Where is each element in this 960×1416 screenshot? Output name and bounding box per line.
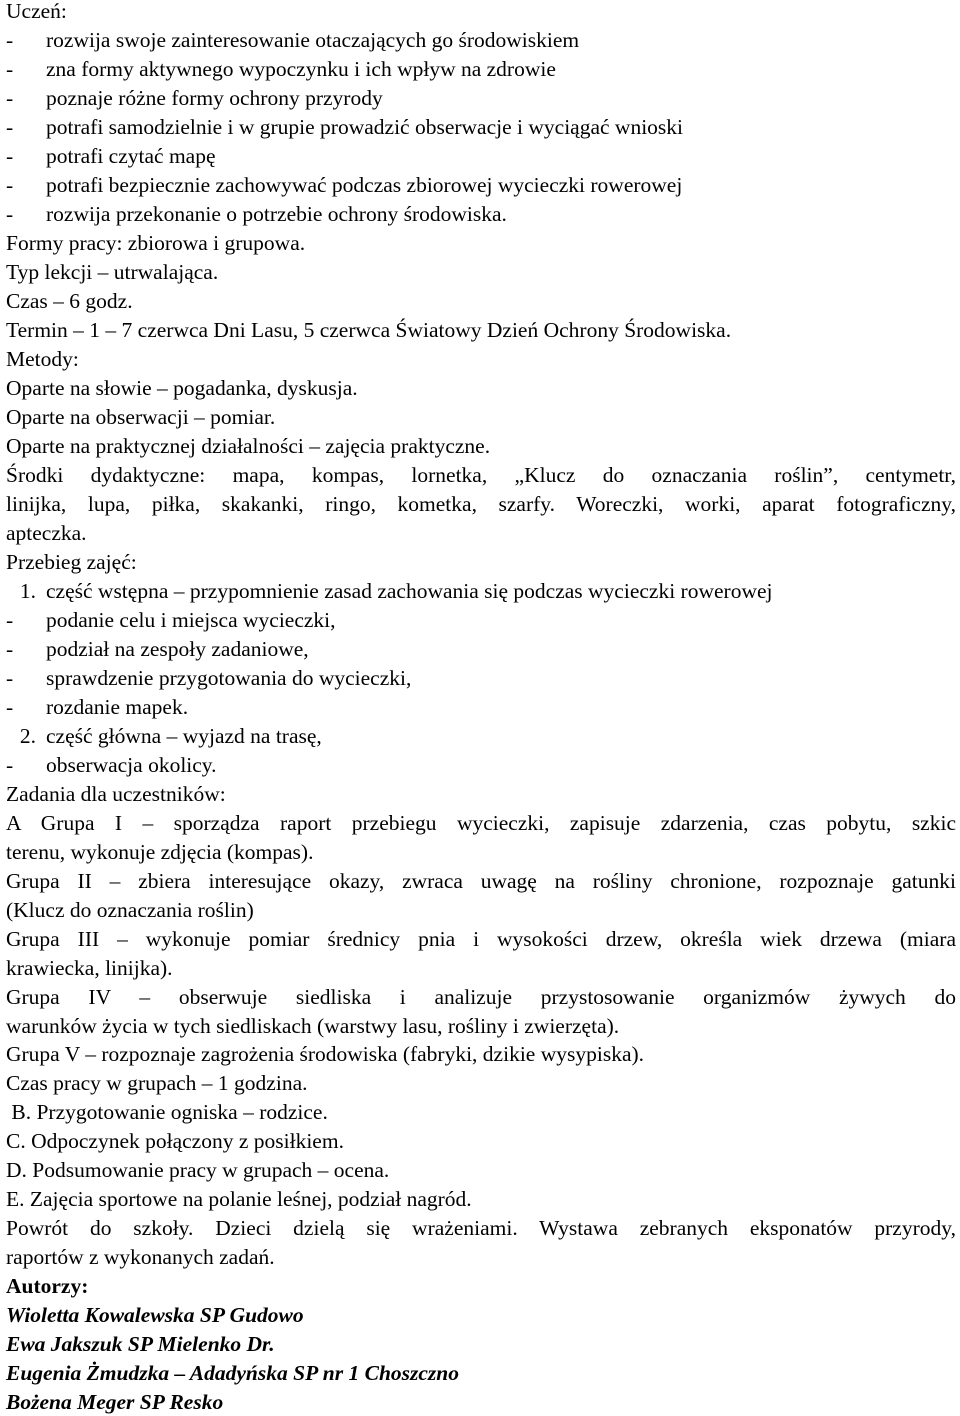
list-bullet: -	[6, 637, 14, 661]
list-bullet: -	[6, 202, 14, 226]
lesson-type: Typ lekcji – utrwalająca.	[6, 260, 219, 284]
group-task	[6, 925, 956, 983]
paragraph-line: apteczka.	[6, 520, 87, 545]
lesson-time: Czas – 6 godz.	[6, 289, 133, 313]
paragraph-line: raportów z wykonanych zadań.	[6, 1244, 275, 1269]
list-bullet: -	[6, 695, 14, 719]
list-item	[6, 171, 682, 199]
paragraph-line: Grupa IV – obserwuje siedliska i analizuje przystosowanie organizmów żywych do	[6, 985, 956, 1009]
part-one	[6, 577, 773, 605]
list-item-text: rozdanie mapek.	[46, 695, 189, 719]
list-item	[6, 664, 411, 692]
paragraph-line: (Klucz do oznaczania roślin)	[6, 897, 254, 922]
list-item-text: potrafi samodzielnie i w grupie prowadzić obserwacje i wyciągać wnioski	[46, 115, 684, 139]
authors-heading: Autorzy:	[6, 1274, 89, 1298]
list-item	[6, 113, 683, 141]
list-item	[6, 55, 556, 83]
part-number: 1.	[19, 579, 36, 603]
list-bullet: -	[6, 86, 14, 110]
author-item: Bożena Meger SP Resko	[6, 1390, 224, 1414]
list-item	[6, 200, 507, 228]
part-title: część wstępna – przypomnienie zasad zachowania się podczas wycieczki rowerowej	[46, 579, 773, 603]
method-item: Oparte na obserwacji – pomiar.	[6, 405, 276, 429]
list-bullet: -	[6, 115, 14, 139]
work-forms: Formy pracy: zbiorowa i grupowa.	[6, 231, 306, 255]
step-item: D. Podsumowanie pracy w grupach – ocena.	[6, 1158, 390, 1182]
list-bullet: -	[6, 753, 14, 777]
methods-heading: Metody:	[6, 347, 79, 371]
paragraph-line: Środki dydaktyczne: mapa, kompas, lornetka, „Klucz do oznaczania roślin”, centymetr,	[6, 463, 956, 487]
list-bullet: -	[6, 608, 14, 632]
list-item-text: potrafi bezpiecznie zachowywać podczas zbiorowej wycieczki rowerowej	[46, 173, 683, 197]
group-task	[6, 983, 956, 1041]
paragraph-line: linijka, lupa, piłka, skakanki, ringo, kometka, szarfy. Woreczki, worki, aparat fotograficzny,	[6, 491, 956, 516]
paragraph-line: warunków życia w tych siedliskach (warstwy lasu, rośliny i zwierzęta).	[6, 1013, 620, 1038]
part-title: część główna – wyjazd na trasę,	[46, 724, 322, 748]
group-task	[6, 809, 956, 867]
paragraph-line: A Grupa I – sporządza raport przebiegu wycieczki, zapisuje zdarzenia, czas pobytu, szkic	[6, 811, 956, 835]
list-bullet: -	[6, 28, 14, 52]
course-heading: Przebieg zajęć:	[6, 550, 137, 574]
part-two	[6, 722, 322, 750]
paragraph-line: krawiecka, linijka).	[6, 955, 173, 980]
tasks-heading: Zadania dla uczestników:	[6, 782, 226, 806]
list-item	[6, 635, 309, 663]
list-item-text: rozwija swoje zainteresowanie otaczających go środowiskiem	[46, 28, 580, 52]
paragraph-line: Grupa III – wykonuje pomiar średnicy pnia i wysokości drzew, określa wiek drzewa (miara	[6, 927, 956, 951]
list-item	[6, 26, 579, 54]
list-item-text: rozwija przekonanie o potrzebie ochrony środowiska.	[46, 202, 507, 226]
method-item: Oparte na słowie – pogadanka, dyskusja.	[6, 376, 358, 400]
list-item	[6, 751, 217, 779]
list-bullet: -	[6, 144, 14, 168]
list-item-text: zna formy aktywnego wypoczynku i ich wpływ na zdrowie	[46, 57, 556, 81]
paragraph-line: Grupa II – zbiera interesujące okazy, zwraca uwagę na rośliny chronione, rozpoznaje gatunki	[6, 869, 956, 893]
author-item: Wioletta Kowalewska SP Gudowo	[6, 1303, 304, 1327]
list-item-text: obserwacja okolicy.	[46, 753, 217, 777]
author-item: Eugenia Żmudzka – Adadyńska SP nr 1 Choszczno	[6, 1361, 460, 1385]
group-time: Czas pracy w grupach – 1 godzina.	[6, 1071, 308, 1095]
list-item-text: sprawdzenie przygotowania do wycieczki,	[46, 666, 412, 690]
list-item	[6, 693, 188, 721]
part-number: 2.	[19, 724, 36, 748]
paragraph-line: terenu, wykonuje zdjęcia (kompas).	[6, 839, 314, 864]
author-item: Ewa Jakszuk SP Mielenko Dr.	[6, 1332, 275, 1356]
step-item: E. Zajęcia sportowe na polanie leśnej, podział nagród.	[6, 1187, 472, 1211]
list-item	[6, 606, 336, 634]
paragraph-line: Powrót do szkoły. Dzieci dzielą się wrażeniami. Wystawa zebranych eksponatów przyrody,	[6, 1216, 956, 1240]
section-heading-student: Uczeń:	[6, 0, 67, 23]
list-bullet: -	[6, 57, 14, 81]
step-item: B. Przygotowanie ogniska – rodzice.	[6, 1100, 328, 1124]
list-item-text: potrafi czytać mapę	[46, 144, 216, 168]
method-item: Oparte na praktycznej działalności – zajęcia praktyczne.	[6, 434, 491, 458]
list-item	[6, 84, 383, 112]
lesson-term: Termin – 1 – 7 czerwca Dni Lasu, 5 czerwca Światowy Dzień Ochrony Środowiska.	[6, 318, 732, 342]
list-bullet: -	[6, 666, 14, 690]
list-item-text: poznaje różne formy ochrony przyrody	[46, 86, 383, 110]
teaching-aids-paragraph	[6, 461, 956, 548]
step-item: C. Odpoczynek połączony z posiłkiem.	[6, 1129, 344, 1153]
list-item-text: podanie celu i miejsca wycieczki,	[46, 608, 336, 632]
return-paragraph	[6, 1214, 956, 1272]
group-task	[6, 867, 956, 925]
list-item	[6, 142, 216, 170]
list-bullet: -	[6, 173, 14, 197]
list-item-text: podział na zespoły zadaniowe,	[46, 637, 309, 661]
group-task: Grupa V – rozpoznaje zagrożenia środowiska (fabryki, dzikie wysypiska).	[6, 1042, 645, 1066]
